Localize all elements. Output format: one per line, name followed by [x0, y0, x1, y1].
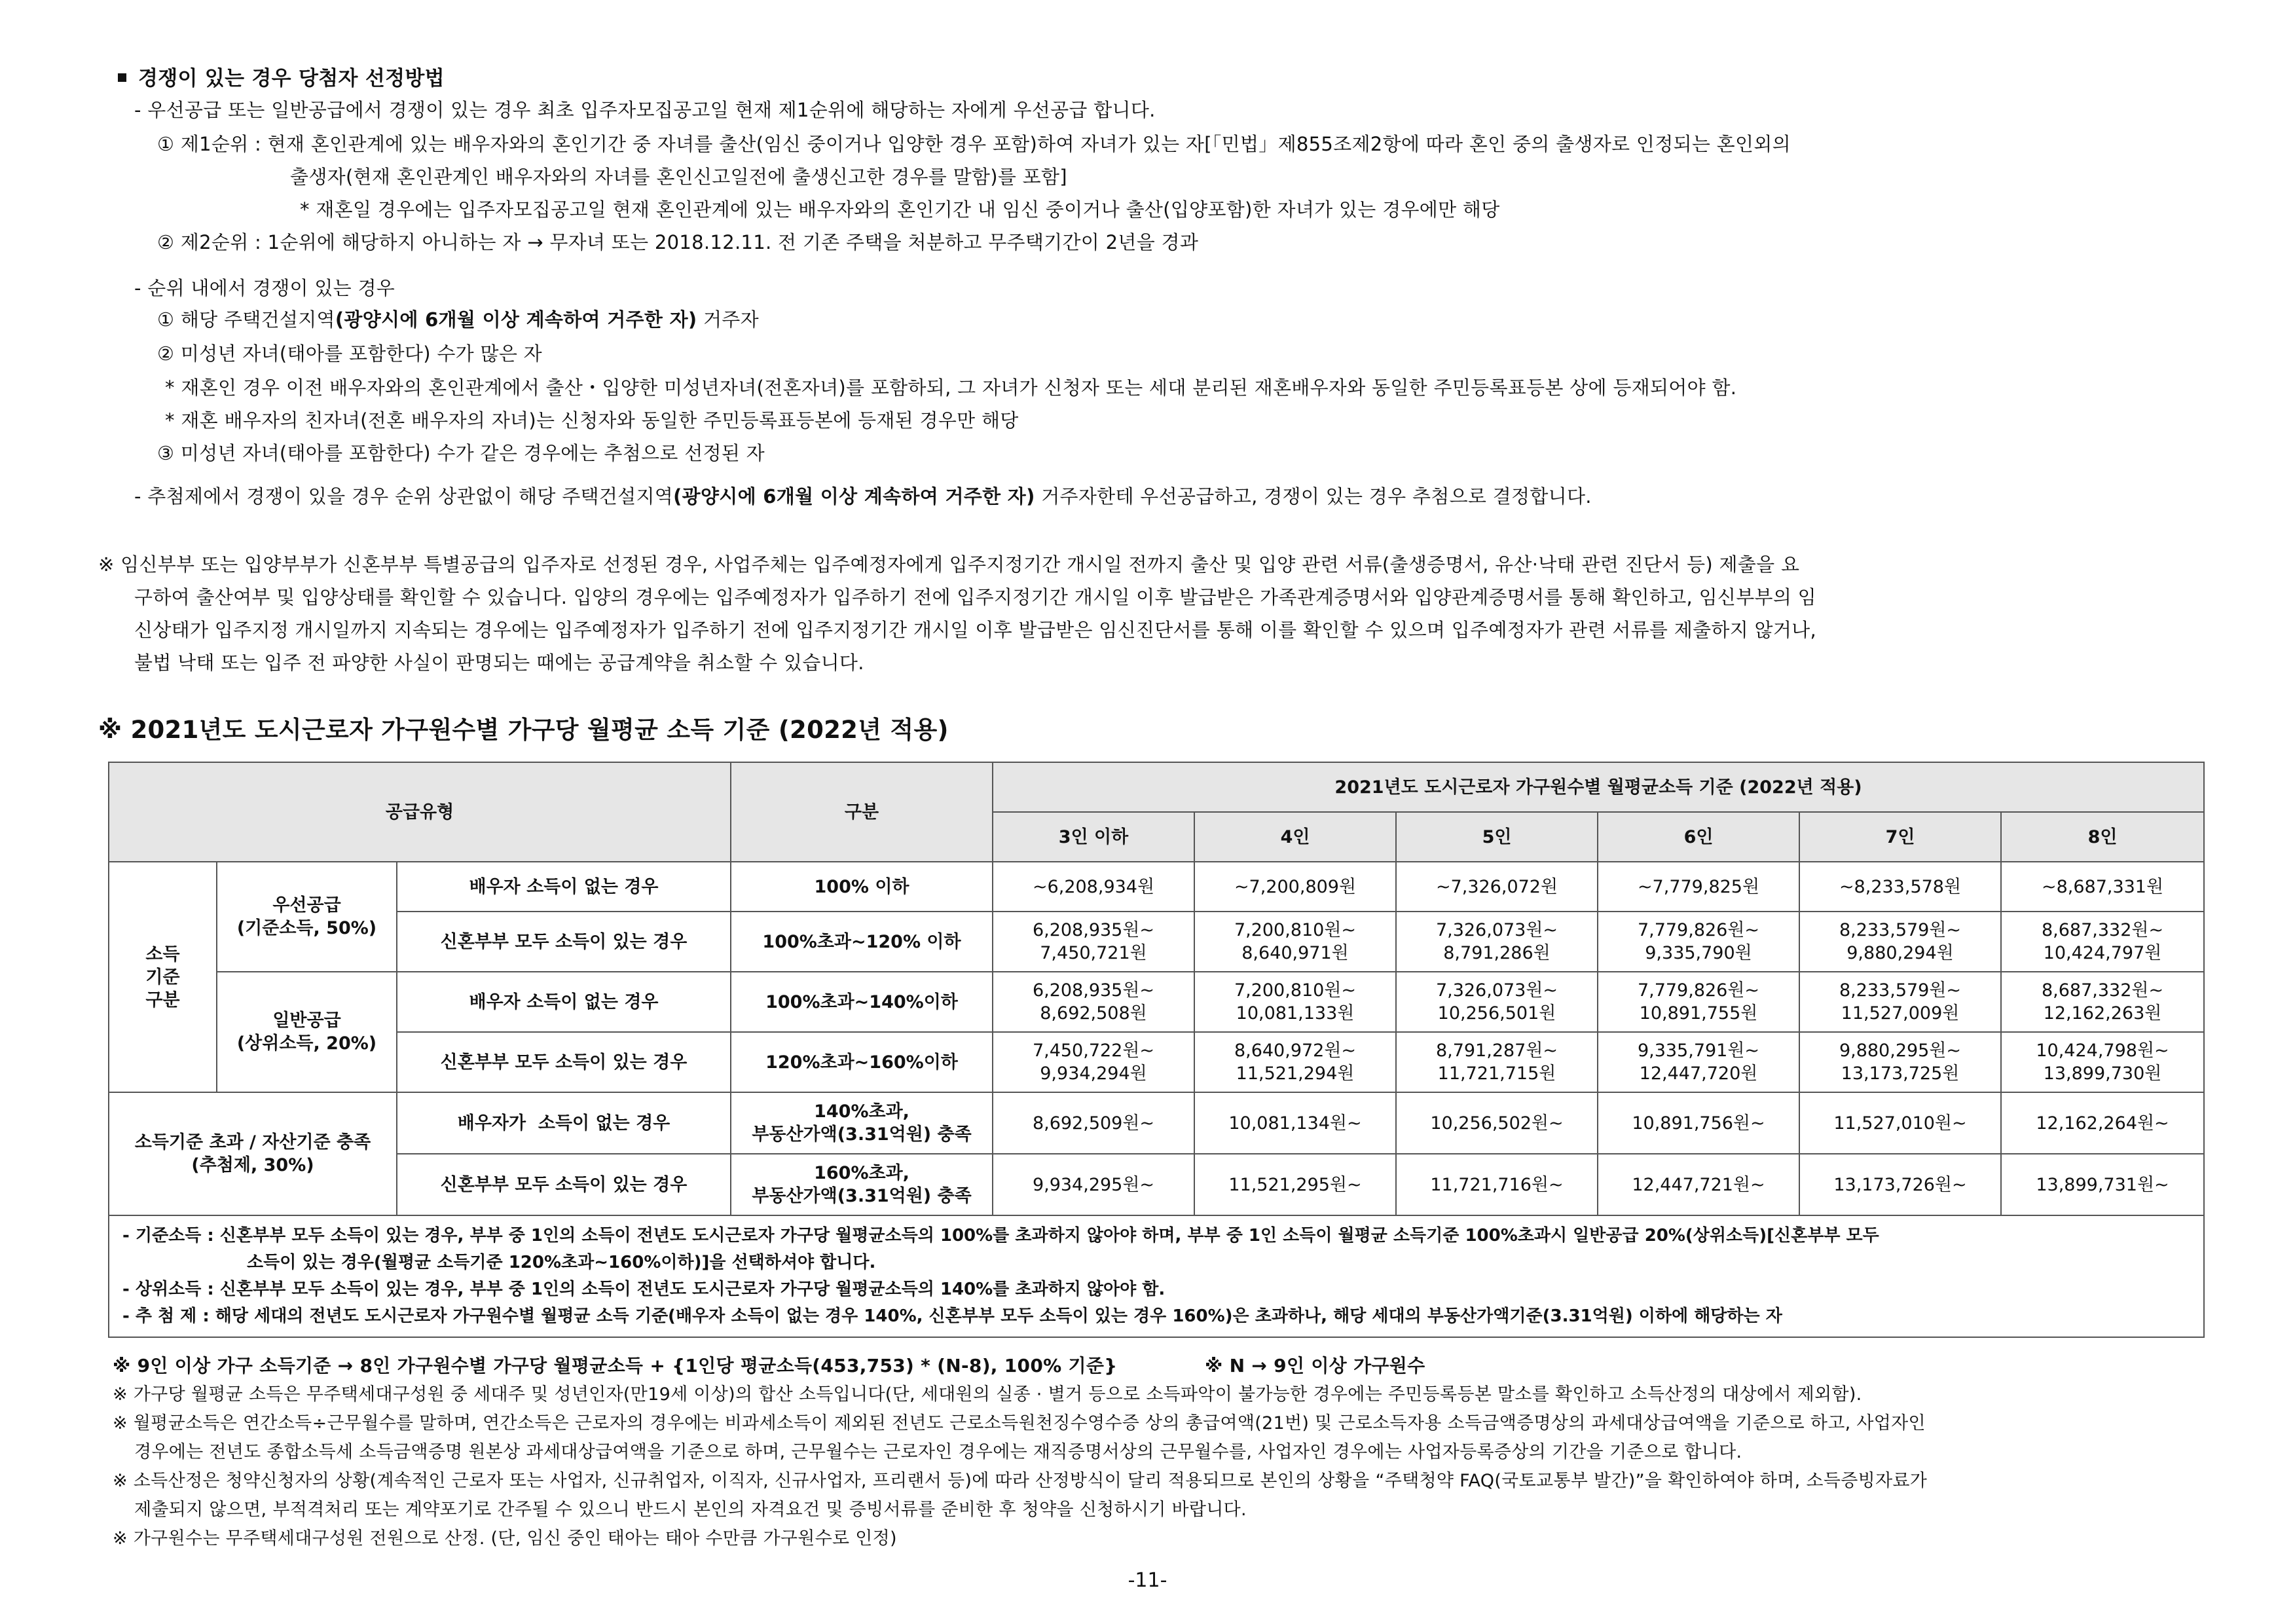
row-division: 120%초과~160%이하: [731, 1032, 993, 1092]
table-note: - 기준소득 : 신혼부부 모두 소득이 있는 경우, 부부 중 1인의 소득이 전년도 도시근로자 가구당 월평균소득의 100%를 초과하지 않아야 하며, 부부 중 1인 소득이 월평균 소득기준 100%초과시 일반공급 20%(상위소득)[신혼부부 모두: [122, 1226, 1879, 1246]
table-note: 소득이 있는 경우(월평균 소득기준 120%초과~160%이하)]을 선택하셔야 합니다.: [247, 1253, 876, 1272]
footnote-line: ※ 9인 이상 가구 소득기준 → 8인 가구원수별 가구당 월평균소득 + {1인당 평균소득(453,753) * (N-8), 100% 기준}: [113, 1355, 1118, 1376]
income-value: ~7,200,809원: [1194, 862, 1396, 912]
page-number: -11-: [1128, 1569, 1167, 1592]
income-value: 12,447,721원~: [1598, 1154, 1799, 1215]
income-value: 6,208,935원~ 7,450,721원: [993, 912, 1194, 972]
section-heading: [118, 65, 445, 92]
rule-text: ① 해당 주택건설지역: [157, 308, 335, 331]
rule-line: [157, 306, 759, 333]
income-value: 10,256,502원~: [1396, 1092, 1598, 1154]
header-household-size: 8인: [2001, 812, 2204, 862]
footnote-line: ※ 가구원수는 무주택세대구성원 전원으로 산정. (단, 임신 중인 태아는 태아 수만큼 가구원수로 인정): [113, 1528, 897, 1549]
income-value: 10,891,756원~: [1598, 1092, 1799, 1154]
rule-line: ② 제2순위 : 1순위에 해당하지 아니하는 자 → 무자녀 또는 2018.12.11. 전 기존 주택을 처분하고 무주택기간이 2년을 경과: [157, 231, 1199, 253]
income-value: 7,779,826원~ 9,335,790원: [1598, 912, 1799, 972]
row-division: 100%초과~140%이하: [731, 972, 993, 1032]
table-notes-row: [109, 1215, 2204, 1337]
row-division: 140%초과, 부동산가액(3.31억원) 충족: [731, 1092, 993, 1154]
rule-bold-text: (광양시에 6개월 이상 계속하여 거주한 자): [673, 485, 1035, 507]
rule-line: - 순위 내에서 경쟁이 있는 경우: [134, 277, 395, 299]
section-heading-text: 경쟁이 있는 경우 당첨자 선정방법: [138, 67, 445, 90]
table-note: - 추 첨 제 : 해당 세대의 전년도 도시근로자 가구원수별 월평균 소득 기준(배우자 소득이 없는 경우 140%, 신혼부부 모두 소득이 있는 경우 160%)은 초과하나, 해당 세대의 부동산가액기준(3.31억원) 이하에 해당하는 자: [122, 1306, 1782, 1326]
table-notes: [109, 1215, 2204, 1337]
income-value: 7,450,722원~ 9,934,294원: [993, 1032, 1194, 1092]
income-value: 8,233,579원~ 9,880,294원: [1799, 912, 2001, 972]
income-value: 7,326,073원~ 10,256,501원: [1396, 972, 1598, 1032]
income-value: 8,687,332원~ 12,162,263원: [2001, 972, 2204, 1032]
row-division: 100%초과~120% 이하: [731, 912, 993, 972]
footnote-line: ※ 월평균소득은 연간소득÷근무월수를 말하며, 연간소득은 근로자의 경우에는 비과세소득이 제외된 전년도 근로소득원천징수영수증 상의 총급여액(21번) 및 근로소득자용 소득금액증명상의 과세대상급여액을 기준으로 하고, 사업자인: [113, 1413, 1926, 1433]
row-type: 배우자가 소득이 없는 경우: [397, 1092, 731, 1154]
income-value: 7,326,073원~ 8,791,286원: [1396, 912, 1598, 972]
table-row: [109, 1154, 2204, 1215]
rule-line: ② 미성년 자녀(태아를 포함한다) 수가 많은 자: [157, 342, 542, 365]
income-value: 8,233,579원~ 11,527,009원: [1799, 972, 2001, 1032]
row-type: 신혼부부 모두 소득이 있는 경우: [397, 1032, 731, 1092]
notice-line: ※ 임신부부 또는 입양부부가 신혼부부 특별공급의 입주자로 선정된 경우, 사업주체는 입주예정자에게 입주지정기간 개시일 전까지 출산 및 입양 관련 서류(출생증명서, 유산·낙태 관련 진단서 등) 제출을 요: [98, 553, 1800, 576]
table-row: [109, 1032, 2204, 1092]
rule-bold-text: (광양시에 6개월 이상 계속하여 거주한 자): [335, 308, 697, 331]
group-income-basis: 소득 기준 구분: [109, 862, 217, 1092]
rule-line: * 재혼인 경우 이전 배우자와의 혼인관계에서 출산・입양한 미성년자녀(전혼자녀)를 포함하되, 그 자녀가 신청자 또는 세대 분리된 재혼배우자와 동일한 주민등록표등본 상에 등재되어야 함.: [165, 377, 1737, 399]
header-household-size: 6인: [1598, 812, 1799, 862]
income-value: 11,721,716원~: [1396, 1154, 1598, 1215]
row-type: 배우자 소득이 없는 경우: [397, 972, 731, 1032]
rule-text: - 추첨제에서 경쟁이 있을 경우 순위 상관없이 해당 주택건설지역: [134, 485, 674, 507]
income-value: 13,899,731원~: [2001, 1154, 2204, 1215]
header-household-size: 3인 이하: [993, 812, 1194, 862]
notice-line: 불법 낙태 또는 입주 전 파양한 사실이 판명되는 때에는 공급계약을 취소할 수 있습니다.: [134, 652, 864, 674]
header-household-size: 7인: [1799, 812, 2001, 862]
rule-line: ① 제1순위 : 현재 혼인관계에 있는 배우자와의 혼인기간 중 자녀를 출산(임신 중이거나 입양한 경우 포함)하여 자녀가 있는 자[「민법」제855조제2항에 따라 혼인 중의 출생자로 인정되는 혼인외의: [157, 133, 1791, 155]
income-value: 11,527,010원~: [1799, 1092, 2001, 1154]
rule-line: - 우선공급 또는 일반공급에서 경쟁이 있는 경우 최초 입주자모집공고일 현재 제1순위에 해당하는 자에게 우선공급 합니다.: [134, 99, 1156, 121]
income-value: 9,335,791원~ 12,447,720원: [1598, 1032, 1799, 1092]
income-value: 10,081,134원~: [1194, 1092, 1396, 1154]
income-value: 8,640,972원~ 11,521,294원: [1194, 1032, 1396, 1092]
income-value: 8,791,287원~ 11,721,715원: [1396, 1032, 1598, 1092]
header-supply-type: 공급유형: [109, 762, 731, 862]
income-value: ~8,687,331원: [2001, 862, 2204, 912]
row-division: 160%초과, 부동산가액(3.31억원) 충족: [731, 1154, 993, 1215]
income-standard-table: [108, 762, 2205, 1338]
income-value: 10,424,798원~ 13,899,730원: [2001, 1032, 2204, 1092]
income-value: ~7,326,072원: [1396, 862, 1598, 912]
square-bullet-icon: [118, 73, 126, 82]
table-row: [109, 972, 2204, 1032]
header-household-size: 4인: [1194, 812, 1396, 862]
income-value: 13,173,726원~: [1799, 1154, 2001, 1215]
footnote-line: ※ 소득산정은 청약신청자의 상황(계속적인 근로자 또는 사업자, 신규취업자, 이직자, 신규사업자, 프리랜서 등)에 따라 산정방식이 달리 적용되므로 본인의 상황을 “주택청약 FAQ(국토교통부 발간)”을 확인하여야 하며, 소득증빙자료가: [113, 1471, 1928, 1491]
income-value: ~8,233,578원: [1799, 862, 2001, 912]
income-value: 8,687,332원~ 10,424,797원: [2001, 912, 2204, 972]
group-general-supply: 일반공급 (상위소득, 20%): [217, 972, 397, 1092]
table-row: [109, 912, 2204, 972]
income-value: ~6,208,934원: [993, 862, 1194, 912]
income-value: 8,692,509원~: [993, 1092, 1194, 1154]
header-income-standard: 2021년도 도시근로자 가구원수별 월평균소득 기준 (2022년 적용): [993, 762, 2204, 812]
table-row: [109, 862, 2204, 912]
income-value: 9,880,295원~ 13,173,725원: [1799, 1032, 2001, 1092]
row-type: 배우자 소득이 없는 경우: [397, 862, 731, 912]
table-note: - 상위소득 : 신혼부부 모두 소득이 있는 경우, 부부 중 1인의 소득이 전년도 도시근로자 가구당 월평균소득의 140%를 초과하지 않아야 함.: [122, 1280, 1166, 1299]
income-value: 6,208,935원~ 8,692,508원: [993, 972, 1194, 1032]
income-value: 11,521,295원~: [1194, 1154, 1396, 1215]
income-value: 7,779,826원~ 10,891,755원: [1598, 972, 1799, 1032]
row-type: 신혼부부 모두 소득이 있는 경우: [397, 912, 731, 972]
footnote-line: ※ 가구당 월평균 소득은 무주택세대구성원 중 세대주 및 성년인자(만19세 이상)의 합산 소득입니다(단, 세대원의 실종 · 별거 등으로 소득파악이 불가능한 경우에는 주민등록등본 말소를 확인하고 소득산정의 대상에서 제외함).: [113, 1384, 1862, 1405]
table-row: [109, 1092, 2204, 1154]
header-division: 구분: [731, 762, 993, 862]
income-value: ~7,779,825원: [1598, 862, 1799, 912]
rule-line: ③ 미성년 자녀(태아를 포함한다) 수가 같은 경우에는 추첨으로 선정된 자: [157, 442, 765, 464]
notice-line: 신상태가 입주지정 개시일까지 지속되는 경우에는 입주예정자가 입주하기 전에 입주지정기간 개시일 이후 발급받은 임신진단서를 통해 이를 확인할 수 있으며 입주예정자가 관련 서류를 제출하지 않거나,: [134, 619, 1816, 641]
rule-line: * 재혼 배우자의 친자녀(전혼 배우자의 자녀)는 신청자와 동일한 주민등록표등본에 등재된 경우만 해당: [165, 409, 1019, 432]
rule-text: 거주자: [697, 308, 759, 331]
income-value: 7,200,810원~ 10,081,133원: [1194, 972, 1396, 1032]
rule-line: 출생자(현재 혼인관계인 배우자와의 자녀를 혼인신고일전에 출생신고한 경우를 말함)를 포함]: [290, 166, 1067, 188]
table-title: ※ 2021년도 도시근로자 가구원수별 가구당 월평균 소득 기준 (2022년 적용): [98, 716, 949, 744]
footnote-line: 제출되지 않으면, 부적격처리 또는 계약포기로 간주될 수 있으니 반드시 본인의 자격요건 및 증빙서류를 준비한 후 청약을 신청하시기 바랍니다.: [134, 1500, 1247, 1520]
income-value: 9,934,295원~: [993, 1154, 1194, 1215]
group-priority-supply: 우선공급 (기준소득, 50%): [217, 862, 397, 972]
rule-line: [134, 483, 1592, 509]
footnote-line: ※ N → 9인 이상 가구원수: [1205, 1355, 1425, 1376]
row-division: 100% 이하: [731, 862, 993, 912]
income-value: 7,200,810원~ 8,640,971원: [1194, 912, 1396, 972]
row-type: 신혼부부 모두 소득이 있는 경우: [397, 1154, 731, 1215]
rule-text: 거주자한테 우선공급하고, 경쟁이 있는 경우 추첨으로 결정합니다.: [1035, 485, 1592, 507]
group-lottery: 소득기준 초과 / 자산기준 충족 (추첨제, 30%): [109, 1092, 397, 1215]
income-value: 12,162,264원~: [2001, 1092, 2204, 1154]
header-household-size: 5인: [1396, 812, 1598, 862]
notice-line: 구하여 출산여부 및 입양상태를 확인할 수 있습니다. 입양의 경우에는 입주예정자가 입주하기 전에 입주지정기간 개시일 이후 발급받은 가족관계증명서와 입양관계증명서를 통해 확인하고, 임신부부의 임: [134, 586, 1816, 608]
footnote-line: 경우에는 전년도 종합소득세 소득금액증명 원본상 과세대상급여액을 기준으로 하며, 근무월수는 근로자인 경우에는 재직증명서상의 근무월수를, 사업자인 경우에는 사업자등록증상의 기간을 기준으로 합니다.: [134, 1442, 1742, 1462]
rule-line: * 재혼일 경우에는 입주자모집공고일 현재 혼인관계에 있는 배우자와의 혼인기간 내 임신 중이거나 출산(입양포함)한 자녀가 있는 경우에만 해당: [300, 198, 1500, 221]
